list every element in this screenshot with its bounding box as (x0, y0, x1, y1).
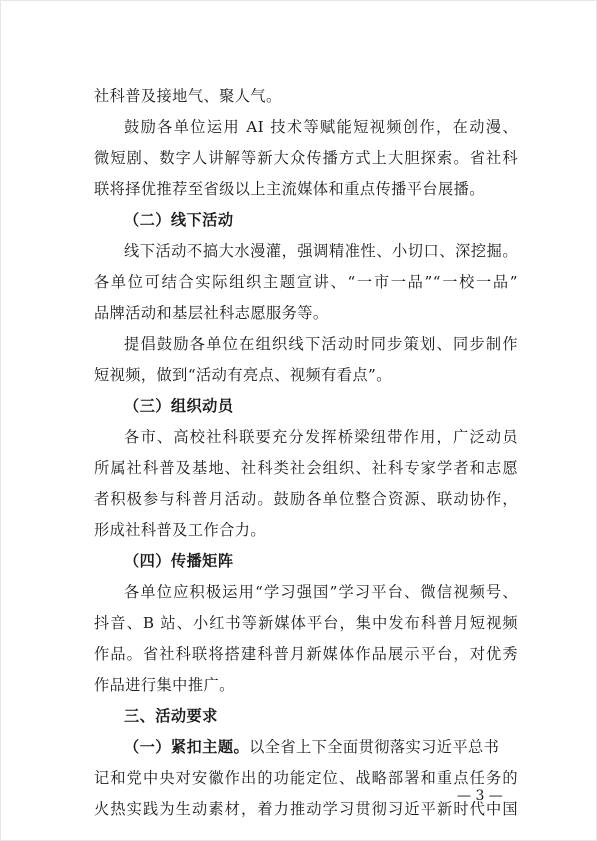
paragraph-line: 记和党中央对安徽作出的功能定位、战略部署和重点任务的 (94, 769, 518, 787)
paragraph-line: 各单位可结合实际组织主题宣讲、“一市一品”“一校一品” (94, 273, 518, 291)
page-number: — 3 — (457, 788, 503, 804)
paragraph-text: 以全省上下全面贯彻落实习近平总书 (249, 738, 500, 756)
paragraph-line: 线下活动不搞大水漫灌，强调精准性、小切口、深挖掘。 (124, 242, 518, 260)
paragraph-line: 微短剧、数字人讲解等新大众传播方式上大胆探索。省社科 (94, 149, 518, 167)
section-heading-mobilization: （三）组织动员 (124, 397, 234, 415)
section-heading-offline: （二）线下活动 (124, 211, 234, 229)
paragraph-line: 品牌活动和基层社科志愿服务等。 (94, 304, 329, 322)
paragraph-line: 作品进行集中推广。 (94, 676, 235, 694)
section-heading-requirements: 三、活动要求 (124, 707, 218, 725)
paragraph-line: 抖音、B 站、小红书等新媒体平台，集中发布科普月短视频 (94, 614, 518, 632)
paragraph-line: 鼓励各单位运用 AI 技术等赋能短视频创作，在动漫、 (124, 118, 518, 136)
paragraph-line: 作品。省社科联将搭建科普月新媒体作品展示平台，对优秀 (94, 645, 518, 663)
paragraph-line: 社科普及接地气、聚人气。 (94, 87, 282, 105)
document-body (94, 81, 518, 825)
paragraph-line: 联将择优推荐至省级以上主流媒体和重点传播平台展播。 (94, 180, 485, 198)
paragraph-line: 形成社科普及工作合力。 (94, 521, 267, 539)
paragraph-line: 所属社科普及基地、社科类社会组织、社科专家学者和志愿 (94, 459, 518, 477)
paragraph-line: 者积极参与科普月活动。鼓励各单位整合资源、联动协作， (94, 490, 518, 508)
paragraph-line: 提倡鼓励各单位在组织线下活动时同步策划、同步制作 (124, 335, 518, 353)
paragraph-line: 各市、高校社科联要充分发挥桥梁纽带作用，广泛动员 (124, 428, 518, 446)
section-heading-matrix: （四）传播矩阵 (124, 552, 234, 570)
paragraph-line: 短视频，做到“活动有亮点、视频有看点”。 (94, 366, 392, 384)
paragraph-line: 火热实践为生动素材，着力推动学习贯彻习近平新时代中国 (94, 800, 518, 818)
inline-heading-theme: （一）紧扣主题。 (124, 738, 250, 756)
paragraph-line (94, 732, 518, 763)
paragraph-line: 各单位应积极运用“学习强国”学习平台、微信视频号、 (124, 583, 518, 601)
